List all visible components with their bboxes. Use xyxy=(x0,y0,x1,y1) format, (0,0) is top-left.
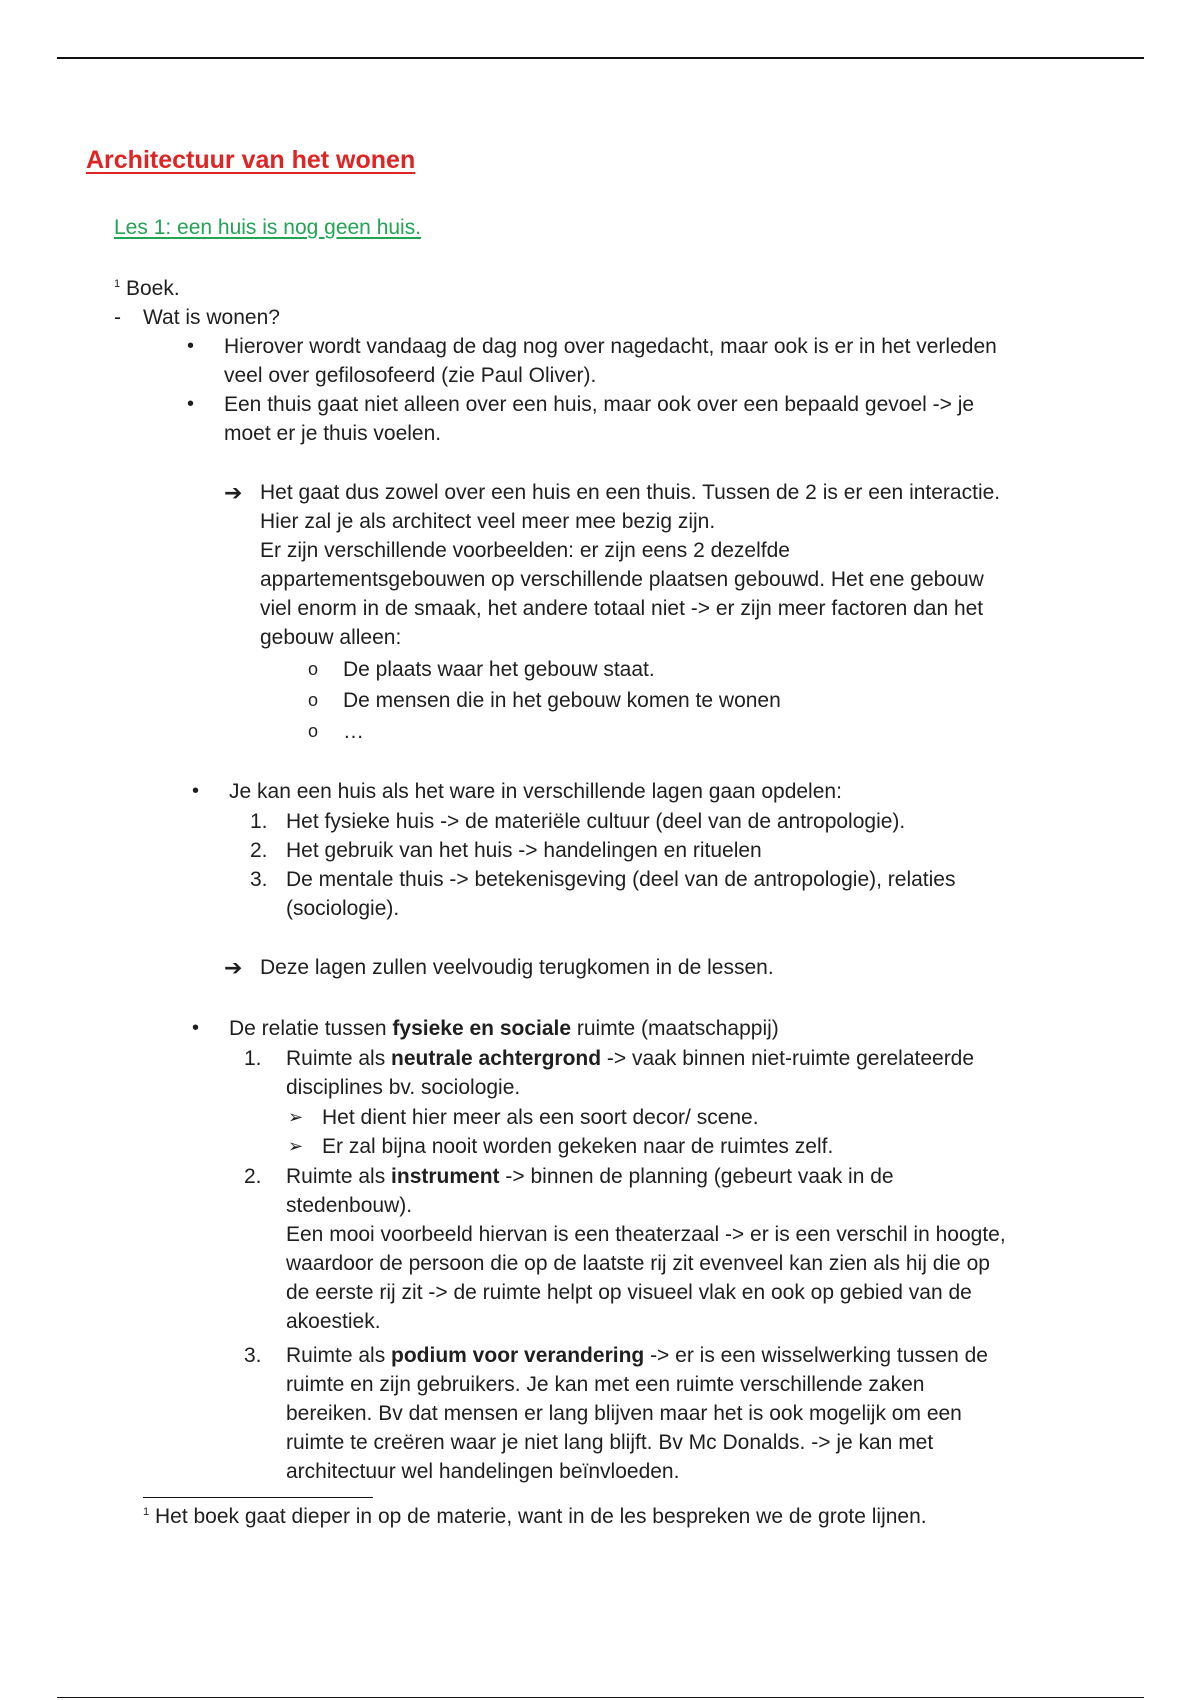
space-3-line3: bereiken. Bv dat mensen er lang blijven maar het is ook mogelijk om een xyxy=(286,1402,962,1425)
circle-item-2: De mensen die in het gebouw komen te wonen xyxy=(343,689,781,712)
space-2-post: -> binnen de planning (gebeurt vaak in de xyxy=(499,1165,894,1188)
space-2-line3: Een mooi voorbeeld hiervan is een theaterzaal -> er is een verschil in hoogte, xyxy=(286,1223,1006,1246)
dash-marker: - xyxy=(114,306,121,329)
layers-intro: Je kan een huis als het ware in verschillende lagen gaan opdelen: xyxy=(229,780,842,803)
bullet-a1-line2: veel over gefilosofeerd (zie Paul Oliver). xyxy=(224,364,597,387)
circle-item-3: … xyxy=(343,720,364,743)
bullet-marker xyxy=(192,1014,199,1043)
arrow-line-4: appartementsgebouwen op verschillende plaatsen gebouwd. Het ene gebouw xyxy=(260,568,984,591)
layer-num-1: 1. xyxy=(250,810,268,833)
space-3-bold: podium voor verandering xyxy=(391,1344,645,1367)
layers-arrow-line: Deze lagen zullen veelvoudig terugkomen in de lessen. xyxy=(260,956,774,979)
footnote-num: 1 xyxy=(143,1506,150,1518)
bullet-marker xyxy=(192,777,199,806)
arrow-right-icon: ➔ xyxy=(224,955,243,980)
layer-1-line1: Het fysieke huis -> de materiële cultuur (deel van de antropologie). xyxy=(286,810,906,833)
book-line xyxy=(114,274,180,303)
relation-bold: fysieke en sociale xyxy=(392,1017,572,1040)
layer-num-2: 2. xyxy=(250,839,268,862)
arrow-line-5: viel enorm in de smaak, het andere totaal niet -> er zijn meer factoren dan het xyxy=(260,597,984,620)
lesson-subtitle: Les 1: een huis is nog geen huis. xyxy=(114,216,422,239)
footnote-separator xyxy=(143,1497,373,1498)
dash-item: Wat is wonen? xyxy=(143,306,280,329)
circle-bullet-icon xyxy=(308,717,318,746)
layer-2-line1: Het gebruik van het huis -> handelingen en rituelen xyxy=(286,839,762,862)
layer-num-3: 3. xyxy=(250,868,268,891)
bullet-a2-line2: moet er je thuis voelen. xyxy=(224,422,442,445)
triangle-bullet-icon: ➢ xyxy=(288,1107,304,1127)
space-num-3: 3. xyxy=(244,1344,262,1367)
bullet-marker xyxy=(187,390,194,419)
layer-3-line1: De mentale thuis -> betekenisgeving (deel van de antropologie), relaties xyxy=(286,868,956,891)
relation-pre: De relatie tussen xyxy=(229,1017,393,1040)
space-3-pre: Ruimte als xyxy=(286,1344,392,1367)
footer-rule xyxy=(57,1697,1144,1698)
arrow-line-6: gebouw alleen: xyxy=(260,626,402,649)
space-1-pre: Ruimte als xyxy=(286,1047,392,1070)
space-num-1: 1. xyxy=(244,1047,262,1070)
space-3-post: -> er is een wisselwerking tussen de xyxy=(644,1344,988,1367)
bullet-marker xyxy=(187,332,194,361)
page-title: Architectuur van het wonen xyxy=(86,146,416,174)
space-2-line1 xyxy=(286,1162,894,1191)
header-rule xyxy=(57,57,1144,59)
layer-3-line2: (sociologie). xyxy=(286,897,400,920)
footnote xyxy=(143,1502,927,1531)
space-2-line2: stedenbouw). xyxy=(286,1194,413,1217)
space-1-sub-2: Er zal bijna nooit worden gekeken naar de ruimtes zelf. xyxy=(322,1135,834,1158)
space-3-line2: ruimte en zijn gebruikers. Je kan met een ruimte verschillende zaken xyxy=(286,1373,925,1396)
space-3-line5: architectuur wel handelingen beïnvloeden. xyxy=(286,1460,680,1483)
bullet-a2-line1: Een thuis gaat niet alleen over een huis, maar ook over een bepaald gevoel -> je xyxy=(224,393,975,416)
space-1-line1 xyxy=(286,1044,974,1073)
space-1-post: -> vaak binnen niet-ruimte gerelateerde xyxy=(601,1047,975,1070)
book-label: Boek. xyxy=(125,277,180,300)
footnote-text: Het boek gaat dieper in op de materie, want in de les bespreken we de grote lijnen. xyxy=(154,1505,927,1528)
triangle-bullet-icon: ➢ xyxy=(288,1136,304,1156)
space-1-bold: neutrale achtergrond xyxy=(391,1047,602,1070)
arrow-line-3: Er zijn verschillende voorbeelden: er zijn eens 2 dezelfde xyxy=(260,539,790,562)
arrow-line-1: Het gaat dus zowel over een huis en een thuis. Tussen de 2 is er een interactie. xyxy=(260,481,1001,504)
space-3-line1 xyxy=(286,1341,988,1370)
space-2-pre: Ruimte als xyxy=(286,1165,392,1188)
space-1-line2: disciplines bv. sociologie. xyxy=(286,1076,521,1099)
circle-item-1: De plaats waar het gebouw staat. xyxy=(343,658,655,681)
footnote-ref[interactable]: 1 xyxy=(114,278,121,290)
space-num-2: 2. xyxy=(244,1165,262,1188)
circle-bullet-icon xyxy=(308,686,318,715)
space-1-sub-1: Het dient hier meer als een soort decor/ scene. xyxy=(322,1106,759,1129)
arrow-right-icon: ➔ xyxy=(224,480,243,505)
relation-post: ruimte (maatschappij) xyxy=(571,1017,779,1040)
space-2-line4: waardoor de persoon die op de laatste rij zit evenveel kan zien als hij die op xyxy=(286,1252,990,1275)
circle-bullet-icon xyxy=(308,655,318,684)
bullet-a1-line1: Hierover wordt vandaag de dag nog over nagedacht, maar ook is er in het verleden xyxy=(224,335,997,358)
relation-line xyxy=(229,1014,779,1043)
space-2-line5: de eerste rij zit -> de ruimte helpt op visueel vlak en ook op gebied van de xyxy=(286,1281,972,1304)
space-3-line4: ruimte te creëren waar je niet lang blijft. Bv Mc Donalds. -> je kan met xyxy=(286,1431,934,1454)
space-2-bold: instrument xyxy=(391,1165,500,1188)
space-2-line6: akoestiek. xyxy=(286,1310,381,1333)
arrow-line-2: Hier zal je als architect veel meer mee bezig zijn. xyxy=(260,510,716,533)
